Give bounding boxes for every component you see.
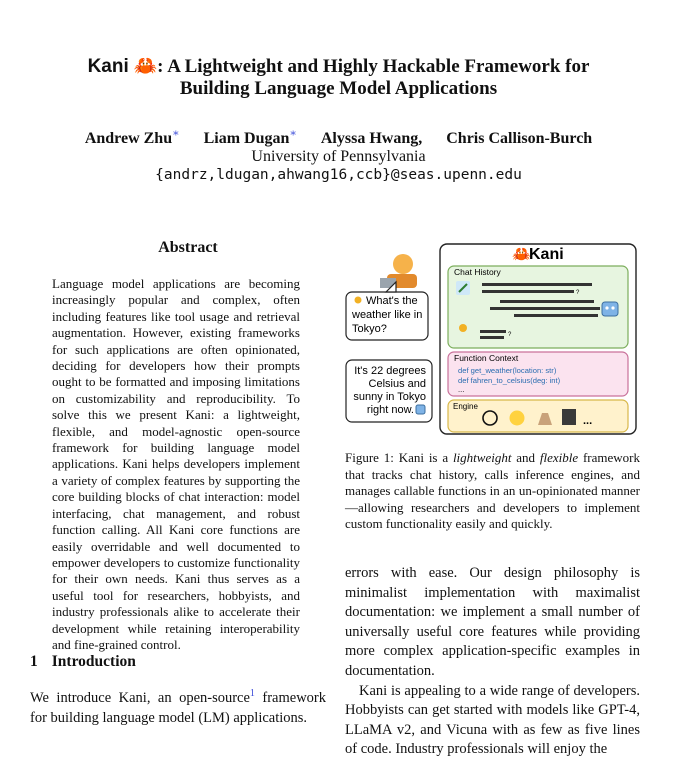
user-bubble-line-3: Tokyo?	[352, 323, 387, 335]
chat-line	[480, 336, 504, 339]
huggingface-icon	[510, 411, 525, 426]
author-3: Alyssa Hwang,	[320, 130, 423, 148]
question-mark: ?	[576, 290, 580, 296]
user-person-icon	[393, 254, 413, 274]
right-column-text	[345, 564, 640, 760]
reply-line-4: right now.	[366, 404, 414, 416]
abstract-text: Language model applications are becoming increasingly popular and complex, often including features like tool usage and retrieval augmentation. However, existing frameworks for such applications are often opinionated, deciding for developers how their prompts ought to be formatted and imposing limitations on customizability and reproducibility. To solve this we present Kani: a lightweight, flexible, and model-agnostic open-source framework for building language model applications. Kani helps developers implement a variety of complex features by supporting the core building blocks of chat interaction: model interfacing, chat management, and robust function calling. All Kani core functions are easily overridable and well documented to empower developers to customize functionality for their own needs. Kani thus serves as a useful tool for researchers, hobbyists, and industry professionals alike to accelerate their development while retaining interoperability and fine-grained control.	[52, 276, 300, 652]
sun-icon	[355, 297, 362, 304]
title-kani-word: Kani	[87, 56, 129, 77]
author-list	[0, 127, 677, 148]
code-ellipsis: ...	[458, 385, 465, 394]
intro-paragraph: We introduce Kani, an open-source$^1$ framework for building language model (LM) applications.	[30, 688, 326, 727]
code-line-2: def fahren_to_celsius(deg: int)	[458, 376, 561, 385]
chat-line	[482, 290, 574, 293]
user-bubble-line-2: weather like in	[352, 309, 423, 321]
crab-icon: 🦀	[512, 246, 531, 263]
chat-line	[514, 314, 598, 317]
title-line1-rest: : A Lightweight and Highly Hackable Framework for	[157, 56, 590, 77]
figure-caption: Figure 1: Kani is a lightweight and flexible framework that tracks chat history, calls inference engines, and manages callable functions in an un-opinionated manner—allowing researchers and developers to implement custom functionality easily and quickly.	[345, 450, 640, 532]
function-context-label: Function Context	[454, 353, 519, 363]
code-line-1: def get_weather(location: str)	[458, 366, 557, 375]
title-line-2: Building Language Model Applications	[179, 78, 498, 99]
chat-line	[480, 330, 506, 333]
section-heading	[30, 653, 136, 671]
abstract-heading: Abstract	[158, 239, 218, 256]
author-1: Andrew Zhu∗	[84, 128, 180, 148]
paragraph-1: errors with ease. Our design philosophy is minimalist implementation with maximalist documentation: we implement a small number of universally useful core features while providing more complex application-specific examples in documentation.	[345, 565, 640, 679]
paragraph-2: Kani is appealing to a wide range of developers. Hobbyists can get started with models like GPT-4, LLaMA v2, and Vicuna with as few as five lines of code. Industry professionals will enjoy the	[345, 682, 640, 758]
affiliation: University of Pennsylvania	[251, 148, 426, 165]
question-mark: ?	[508, 332, 512, 338]
engine-ellipsis: ...	[583, 415, 593, 427]
vicuna-icon	[562, 409, 576, 425]
author-2: Liam Dugan∗	[203, 128, 297, 148]
figure-1	[340, 242, 640, 437]
author-emails[interactable]: {andrz,ldugan,ahwang16,ccb}@seas.upenn.edu	[155, 167, 522, 183]
chat-line	[482, 283, 592, 286]
robot-eye	[611, 306, 614, 309]
reply-line-3: sunny in Tokyo	[353, 391, 426, 403]
robot-icon	[602, 302, 618, 316]
section-number: 1	[30, 653, 38, 670]
footnote-marker[interactable]: 1	[249, 688, 255, 699]
robot-eye	[605, 306, 608, 309]
chat-history-label: Chat History	[454, 267, 501, 277]
robot-icon	[416, 405, 425, 414]
crab-icon: 🦀	[133, 56, 158, 77]
engine-label: Engine	[453, 402, 478, 411]
kani-header: Kani	[529, 246, 564, 263]
paper-title	[0, 56, 677, 100]
user-bubble-line-1: What's the	[366, 295, 418, 307]
reply-line-1: It's 22 degrees	[354, 365, 426, 377]
title-line-1	[0, 56, 677, 78]
author-4: Chris Callison-Burch	[446, 130, 593, 148]
reply-line-2: Celsius and	[368, 378, 426, 390]
section-title: Introduction	[51, 653, 136, 670]
chat-line	[490, 307, 600, 310]
chat-line	[500, 300, 594, 303]
sun-icon	[459, 324, 467, 332]
